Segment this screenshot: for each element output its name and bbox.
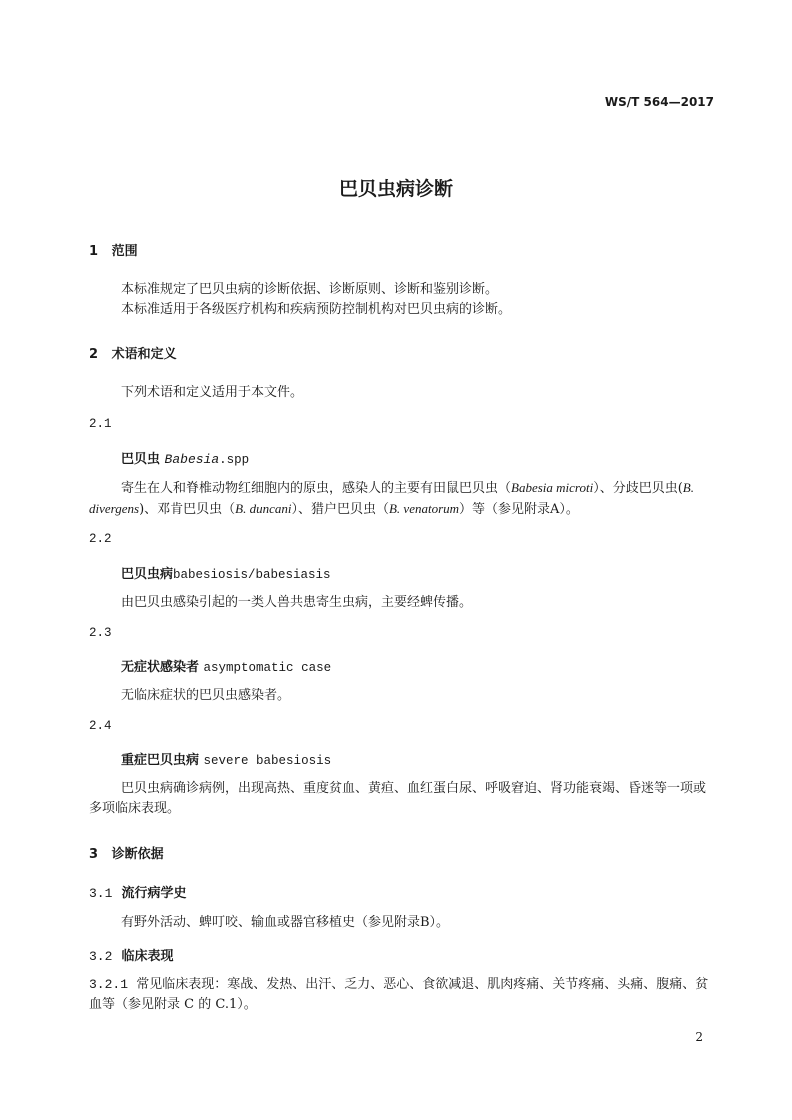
clause-number: 2.1 — [89, 417, 112, 431]
section-number: 2 — [89, 347, 99, 362]
clause-number: 3.2 — [89, 949, 113, 964]
term-entry — [121, 656, 331, 675]
term-entry — [121, 563, 331, 582]
definition-text: ）、猎户巴贝虫（ — [291, 502, 389, 517]
definition: 由巴贝虫感染引起的一类人兽共患寄生虫病，主要经蜱传播。 — [121, 595, 473, 610]
section-number: 3 — [89, 847, 99, 862]
clause-number: 3.1 — [89, 886, 113, 901]
term-chinese: 巴贝虫 — [121, 452, 161, 467]
species-name: B. duncani — [235, 501, 292, 516]
definition-text: )、邓肯巴贝虫（ — [139, 502, 236, 517]
species-name: B. venatorum — [388, 501, 460, 516]
definition-text: ）等（参见附录A）。 — [459, 502, 579, 517]
section-3-heading — [89, 843, 164, 862]
paragraph: 下列术语和定义适用于本文件。 — [121, 385, 304, 400]
clause-3-2-1 — [89, 975, 716, 1015]
clause-number: 2.4 — [89, 719, 112, 733]
section-title: 诊断依据 — [111, 847, 164, 862]
paragraph: 本标准规定了巴贝虫病的诊断依据、诊断原则、诊断和鉴别诊断。 — [121, 282, 499, 297]
section-title: 范围 — [111, 244, 138, 259]
clause-number: 2.2 — [89, 532, 112, 546]
term-chinese: 无症状感染者 — [121, 660, 200, 675]
subsection-title: 临床表现 — [121, 949, 174, 964]
definition-text: 寄生在人和脊椎动物红细胞内的原虫，感染人的主要有田鼠巴贝虫（ — [121, 481, 512, 496]
clause-number: 2.3 — [89, 626, 112, 640]
definition: 无临床症状的巴贝虫感染者。 — [121, 688, 291, 703]
definition-text: ）、分歧巴贝虫( — [593, 481, 683, 496]
subsection-title: 流行病学史 — [121, 886, 187, 901]
term-english: babesiosis/babesiasis — [173, 568, 331, 582]
subsection-3-1-heading — [89, 882, 186, 901]
section-2-heading — [89, 343, 177, 362]
document-title: 巴贝虫病诊断 — [338, 178, 453, 200]
section-1-heading — [89, 240, 138, 259]
term-entry — [121, 749, 331, 768]
definition — [89, 478, 716, 520]
clause-text: 常见临床表现：寒战、发热、出汗、乏力、恶心、食欲减退、肌肉疼痛、关节疼痛、头痛、腹痛、贫血等（参见附录 C 的 C.1）。 — [89, 977, 709, 1012]
paragraph: 有野外活动、蜱叮咬、输血或器官移植史（参见附录B）。 — [121, 915, 450, 930]
standard-number: WS/T 564—2017 — [604, 95, 714, 109]
term-suffix: .spp — [219, 453, 250, 467]
term-latin: Babesia — [164, 452, 220, 467]
paragraph: 本标准适用于各级医疗机构和疾病预防控制机构对巴贝虫病的诊断。 — [121, 302, 512, 317]
species-name: Babesia microti — [511, 480, 594, 495]
definition: 巴贝虫病确诊病例，出现高热、重度贫血、黄疸、血红蛋白尿、呼吸窘迫、肾功能衰竭、昏迷等一项或多项临床表现。 — [89, 781, 707, 816]
term-entry — [121, 448, 249, 467]
term-chinese: 重症巴贝虫病 — [121, 753, 200, 768]
term-english: severe babesiosis — [203, 754, 332, 768]
section-title: 术语和定义 — [111, 347, 177, 362]
section-number: 1 — [89, 244, 99, 259]
clause-number: 3.2.1 — [89, 977, 129, 992]
page-number: 2 — [695, 1030, 703, 1044]
term-chinese: 巴贝虫病 — [121, 567, 174, 582]
species-name: B. divergens — [89, 480, 694, 516]
term-english: asymptomatic case — [203, 661, 332, 675]
subsection-3-2-heading — [89, 945, 173, 964]
